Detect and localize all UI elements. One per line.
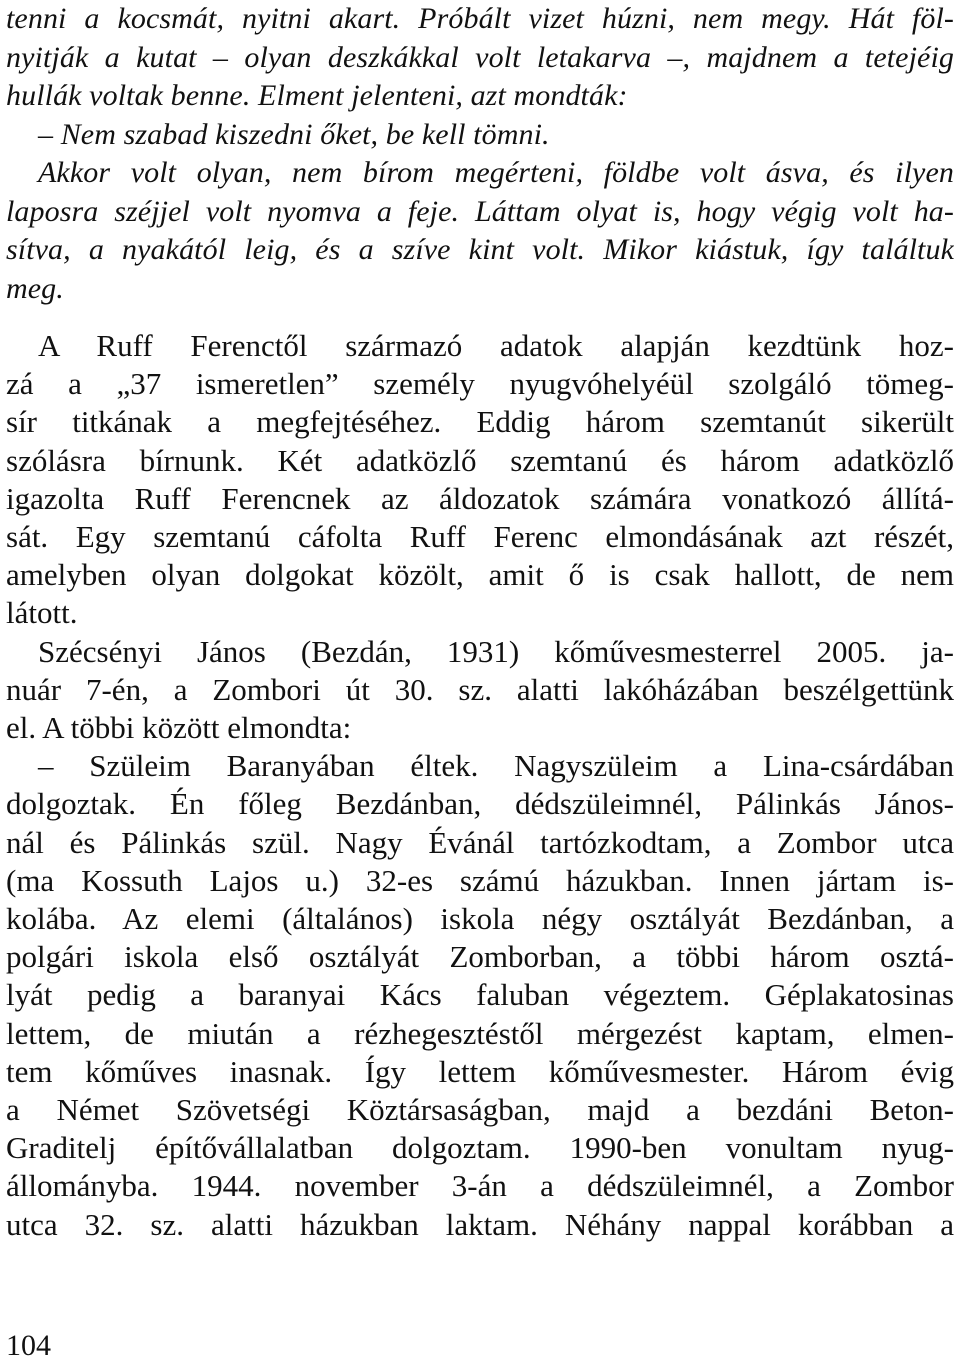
- text-line: állományba. 1944. november 3-án a dédszüleimnél, a Zombor: [6, 1168, 954, 1204]
- text-line: nuár 7-én, a Zombori út 30. sz. alatti lakóházában beszélgettünk: [6, 671, 954, 707]
- main-text-block: [6, 327, 954, 1244]
- text-line: dolgoztak. Én főleg Bezdánban, dédszüleimnél, Pálinkás János-: [6, 786, 954, 822]
- text-line: sítva, a nyakától leig, és a szíve kint volt. Mikor kiástuk, így találtuk: [6, 233, 954, 266]
- text-line: szólásra bírnunk. Két adatközlő szemtanú és három adatközlő: [6, 442, 954, 478]
- text-line: el. A többi között elmondta:: [6, 710, 352, 746]
- text-line: – Nem szabad kiszedni őket, be kell tömni.: [38, 117, 550, 151]
- text-line: tem kőműves inasnak. Így lettem kőművesmester. Három évig: [6, 1053, 954, 1089]
- text-line: meg.: [6, 271, 64, 305]
- text-line: polgári iskola első osztályát Zomborban, a többi három osztá-: [6, 939, 954, 975]
- text-line: (ma Kossuth Lajos u.) 32-es számú házukban. Innen jártam is-: [6, 862, 954, 898]
- text-line: sát. Egy szemtanú cáfolta Ruff Ferenc elmondásának azt részét,: [6, 519, 954, 555]
- text-line: Graditelj építővállalatban dolgoztam. 1990-ben vonultam nyug-: [6, 1130, 954, 1166]
- text-line: tenni a kocsmát, nyitni akart. Próbált vizet húzni, nem megy. Hát föl-: [6, 2, 954, 35]
- text-line: – Szüleim Baranyában éltek. Nagyszüleim a Lina-csárdában: [38, 748, 954, 784]
- italic-testimony-block: [6, 0, 954, 308]
- text-line: hullák voltak benne. Elment jelenteni, azt mondták:: [6, 79, 628, 112]
- text-line: lyát pedig a baranyai Kács faluban végeztem. Géplakatosinas: [6, 977, 954, 1013]
- text-line: kolába. Az elemi (általános) iskola négy osztályát Bezdánban, a: [6, 901, 954, 937]
- text-line: látott.: [6, 595, 78, 631]
- text-line: lettem, de miután a rézhegesztéstől mérgezést kaptam, elmen-: [6, 1015, 954, 1051]
- text-line: nál és Pálinkás szül. Nagy Évánál tartózkodtam, a Zombor utca: [6, 824, 954, 860]
- text-line: nyitják a kutat – olyan deszkákkal volt letakarva –, majdnem a tetejéig: [6, 40, 954, 74]
- text-line: zá a „37 ismeretlen” személy nyugvóhelyéül szolgáló tömeg-: [6, 366, 954, 402]
- text-line: A Ruff Ferenctől származó adatok alapján kezdtünk hoz-: [38, 328, 954, 363]
- text-line: a Német Szövetségi Köztársaságban, majd a bezdáni Beton-: [6, 1092, 954, 1128]
- text-line: igazolta Ruff Ferencnek az áldozatok számára vonatkozó állítá-: [6, 480, 954, 516]
- text-line: sír titkának a megfejtéséhez. Eddig három szemtanút sikerült: [6, 404, 954, 440]
- page-number: 104: [6, 1329, 51, 1362]
- text-line: laposra széjjel volt nyomva a feje. Láttam olyat is, hogy végig volt ha-: [6, 194, 954, 228]
- text-line: amelyben olyan dolgokat közölt, amit ő is csak hallott, de nem: [6, 557, 954, 593]
- text-line: Akkor volt olyan, nem bírom megérteni, földbe volt ásva, és ilyen: [38, 156, 954, 189]
- text-line: utca 32. sz. alatti házukban laktam. Néhány nappal korábban a: [6, 1206, 954, 1242]
- text-line: Szécsényi János (Bezdán, 1931) kőművesmesterrel 2005. ja-: [38, 633, 954, 669]
